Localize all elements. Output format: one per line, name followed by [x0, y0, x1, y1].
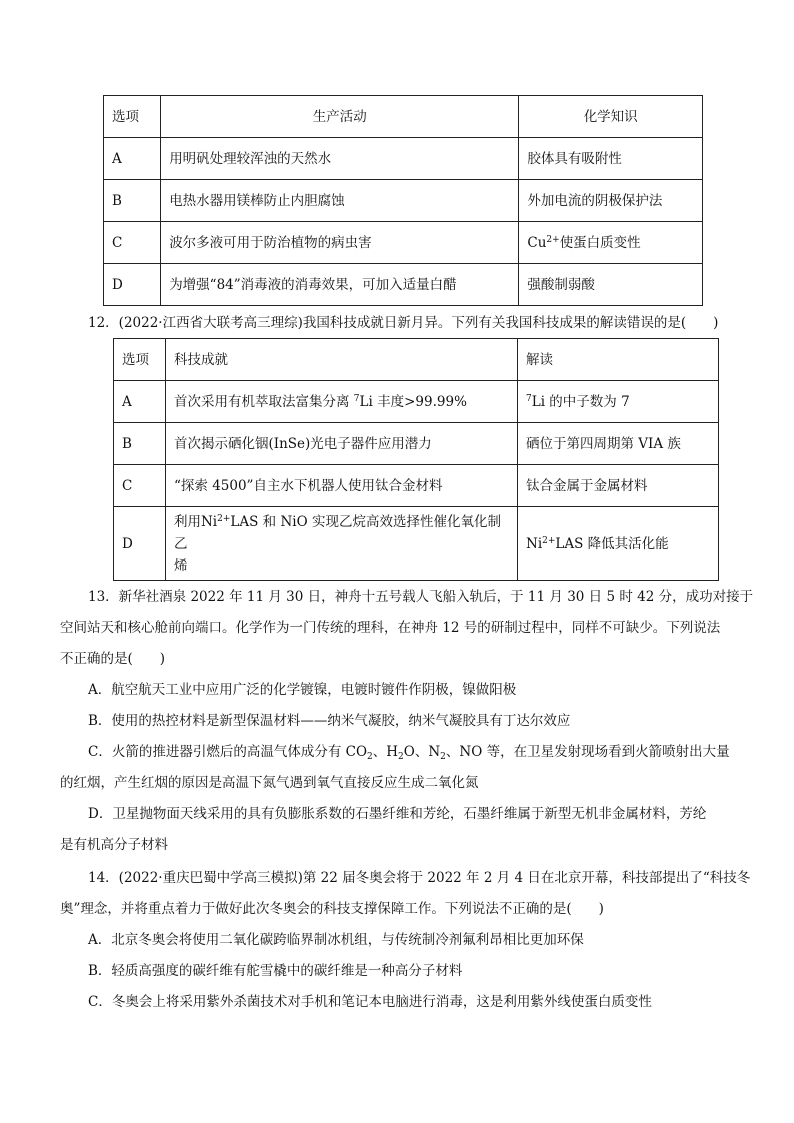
- row-activity: 电热水器用镁棒防止内胆腐蚀: [161, 180, 519, 222]
- table-row: [114, 381, 719, 423]
- mass-number: 7: [353, 393, 360, 404]
- question-13-option-c-line2: 的红烟，产生红烟的原因是高温下氮气遇到氧气直接反应生成二氧化氮: [60, 775, 479, 791]
- row-achievement: [166, 381, 518, 423]
- row-option: A: [104, 138, 161, 180]
- row-option: A: [114, 381, 166, 423]
- row-knowledge: [519, 222, 703, 264]
- header-knowledge: 化学知识: [519, 96, 703, 138]
- text: 首次采用有机萃取法富集分离: [174, 393, 354, 410]
- header-achievement: 科技成就: [166, 339, 518, 381]
- table-production-chemistry: [103, 95, 703, 306]
- question-13-line1: 13．新华社酒泉 2022 年 11 月 30 日，神舟十五号载人飞船入轨后，于 11 月 30 日 5 时 42 分，成功对接于: [88, 589, 754, 605]
- text: 利用Ni: [174, 513, 218, 530]
- question-14-line2: 奥”理念，并将重点着力于做好此次冬奥会的科技支撑保障工作。下列说法不正确的是( ): [60, 901, 604, 917]
- table-row: [104, 138, 703, 180]
- header-activity: 生产活动: [161, 96, 519, 138]
- question-14-option-b: B．轻质高强度的碳纤维有舵雪橇中的碳纤维是一种高分子材料: [88, 963, 463, 979]
- text: O、N: [403, 744, 441, 760]
- question-12-stem: 12．(2022·江西省大联考高三理综)我国科技成就日新月异。下列有关我国科技成果的解读错误的是( ): [88, 315, 719, 331]
- text: LAS 降低其活化能: [555, 535, 669, 552]
- row-activity: 波尔多液可用于防治植物的病虫害: [161, 222, 519, 264]
- row-interpretation: 钛合金属于金属材料: [518, 465, 719, 507]
- question-13-option-b: B．使用的热控材料是新型保温材料——纳米气凝胶，纳米气凝胶具有丁达尔效应: [88, 713, 571, 729]
- table-row: [104, 222, 703, 264]
- text: 、H: [372, 744, 399, 760]
- question-14-option-a: A．北京冬奥会将使用二氧化碳跨临界制冰机组，与传统制冷剂氟利昂相比更加环保: [88, 932, 584, 948]
- table-tech-achievements: [113, 338, 719, 581]
- row-achievement: 首次揭示硒化铟(InSe)光电子器件应用潜力: [166, 423, 518, 465]
- text: Li 丰度>99.99%: [359, 393, 467, 410]
- table-row: [104, 180, 703, 222]
- ion-symbol: Cu: [527, 234, 547, 251]
- row-knowledge: 胶体具有吸附性: [519, 138, 703, 180]
- mass-number: 7: [526, 393, 532, 404]
- ion-charge: 2+: [546, 234, 560, 245]
- table-row: [114, 507, 719, 581]
- row-interpretation: 硒位于第四周期第 VIA 族: [518, 423, 719, 465]
- table-header-row: [114, 339, 719, 381]
- question-13-option-c-line1: [88, 742, 768, 762]
- row-interpretation: [518, 507, 719, 581]
- ion-charge: 2+: [542, 535, 556, 546]
- row-achievement: “探索 4500”自主水下机器人使用钛合金材料: [166, 465, 518, 507]
- row-option: D: [104, 264, 161, 306]
- row-option: D: [114, 507, 166, 581]
- row-option: B: [104, 180, 161, 222]
- table-row: [114, 423, 719, 465]
- row-achievement: [166, 507, 518, 581]
- question-13-line2: 空间站天和核心舱前向端口。化学作为一门传统的理科，在神舟 12 号的研制过程中，同样不可缺少。下列说法: [60, 620, 721, 636]
- question-14-option-c: C．冬奥会上将采用紫外杀菌技术对手机和笔记本电脑进行消毒，这是利用紫外线使蛋白质变性: [88, 994, 652, 1010]
- text: LAS 和 NiO 实现乙烷高效选择性催化氧化制乙: [174, 513, 501, 552]
- text: 、NO 等，在卫星发射现场看到火箭喷射出大量: [445, 744, 730, 760]
- question-13-option-a: A．航空航天工业中应用广泛的化学镀镍，电镀时镀件作阴极，镍做阳极: [88, 682, 517, 698]
- row-interpretation: [518, 381, 719, 423]
- row-knowledge: 外加电流的阴极保护法: [519, 180, 703, 222]
- row-option: C: [114, 465, 166, 507]
- question-13-option-d-line2: 是有机高分子材料: [60, 837, 168, 853]
- header-interpretation: 解读: [518, 339, 719, 381]
- table-row: [114, 465, 719, 507]
- knowledge-text: 使蛋白质变性: [559, 234, 641, 251]
- text: Li 的中子数为 7: [531, 393, 630, 410]
- row-option: C: [104, 222, 161, 264]
- question-13-line3: 不正确的是( ): [60, 651, 166, 667]
- subscript: 2: [440, 752, 446, 762]
- text: Ni: [526, 535, 543, 552]
- subscript: 2: [398, 752, 404, 762]
- header-option: 选项: [104, 96, 161, 138]
- row-knowledge: 强酸制弱酸: [519, 264, 703, 306]
- header-option: 选项: [114, 339, 166, 381]
- table-row: [104, 264, 703, 306]
- table-header-row: [104, 96, 703, 138]
- ion-charge: 2+: [217, 513, 231, 524]
- question-14-line1: 14．(2022·重庆巴蜀中学高三模拟)第 22 届冬奥会将于 2022 年 2 月 4 日在北京开幕，科技部提出了“科技冬: [88, 870, 751, 886]
- question-13-option-d-line1: D．卫星抛物面天线采用的具有负膨胀系数的石墨纤维和芳纶，石墨纤维属于新型无机非金属材料，芳纶: [88, 806, 707, 822]
- text: 烯: [174, 557, 188, 574]
- row-activity: 用明矾处理较浑浊的天然水: [161, 138, 519, 180]
- text: C．火箭的推进器引燃后的高温气体成分有 CO: [88, 744, 368, 760]
- row-activity: 为增强“84”消毒液的消毒效果，可加入适量白醋: [161, 264, 519, 306]
- row-option: B: [114, 423, 166, 465]
- subscript: 2: [367, 752, 373, 762]
